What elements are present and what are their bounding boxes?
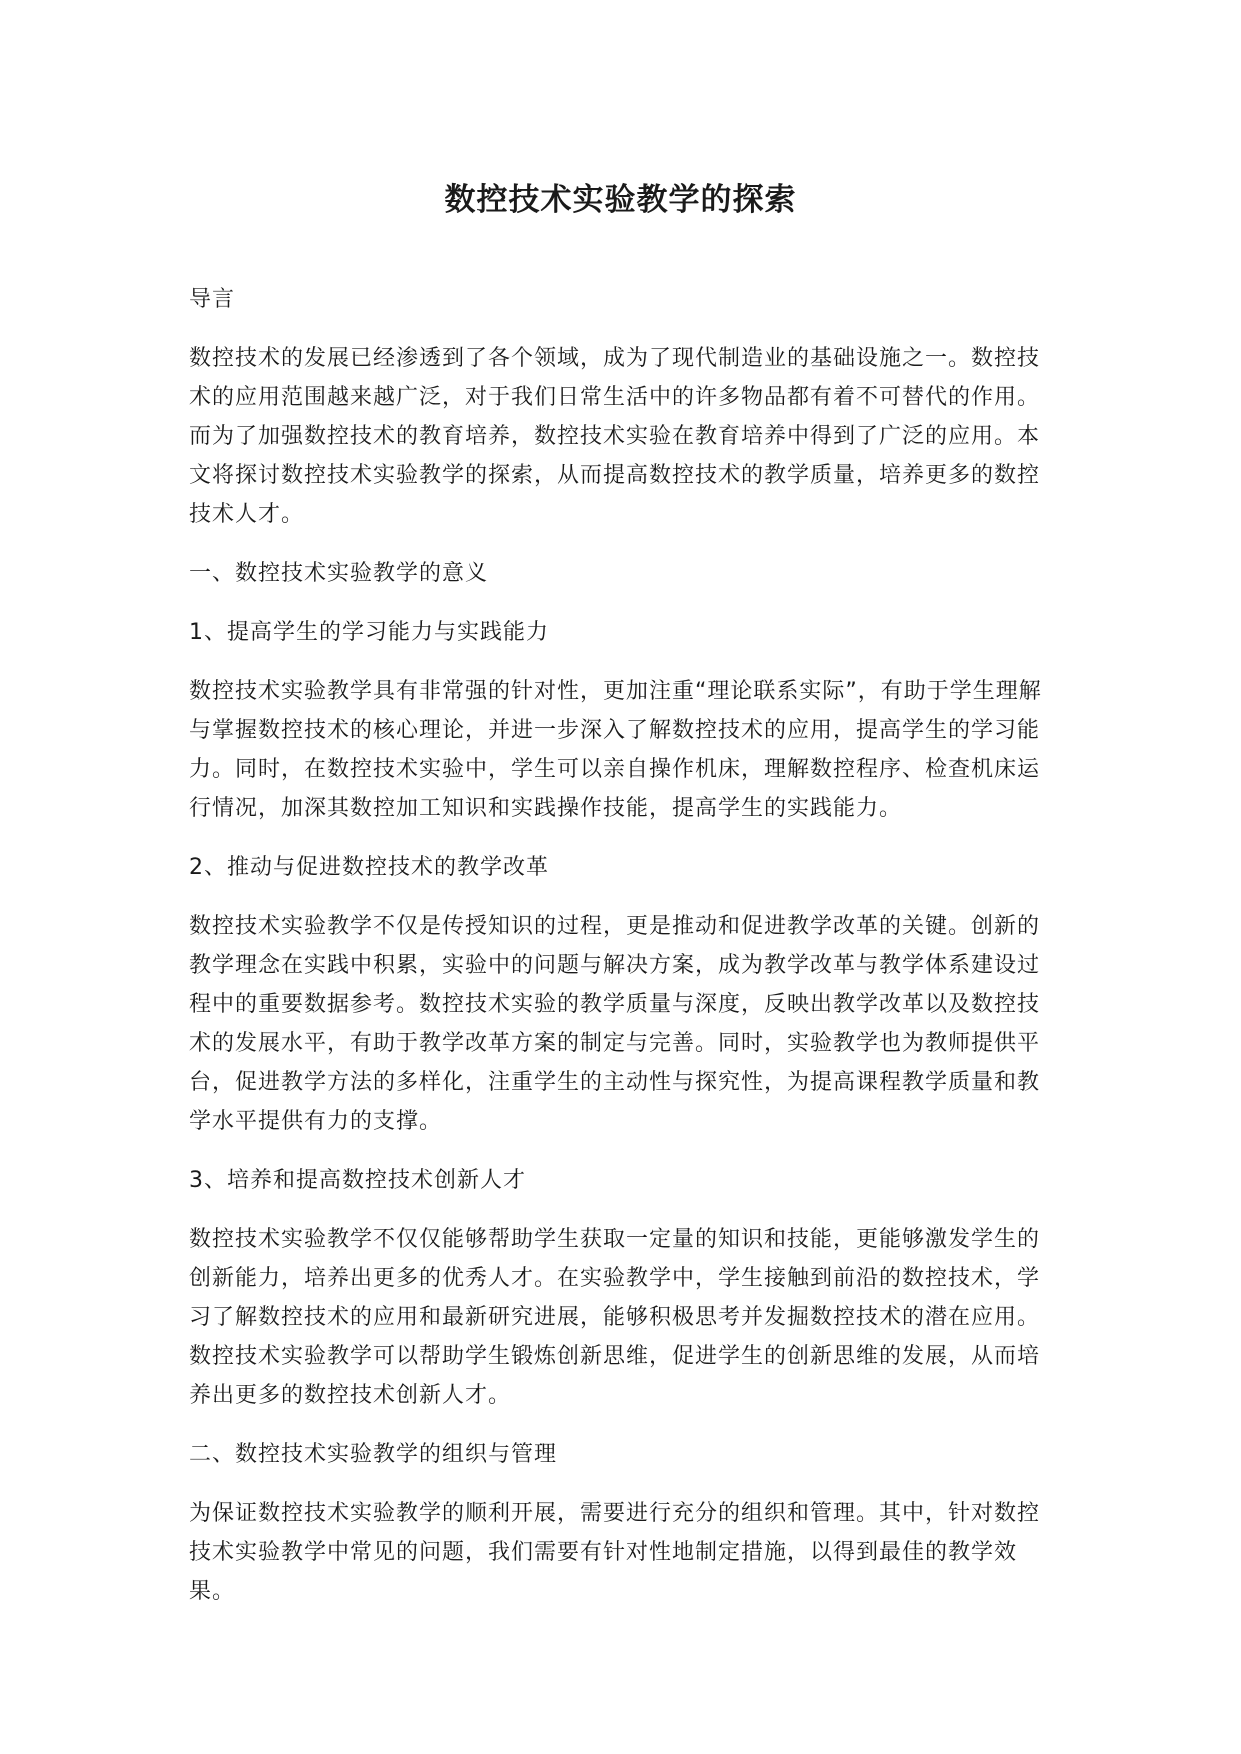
section-heading: 二、数控技术实验教学的组织与管理	[189, 1442, 558, 1467]
subsection-heading: 3、培养和提高数控技术创新人才	[189, 1168, 526, 1193]
body-paragraph: 数控技术实验教学不仅仅能够帮助学生获取一定量的知识和技能，更能够激发学生的创新能力，培养出更多的优秀人才。在实验教学中，学生接触到前沿的数控技术，学习了解数控技术的应用和最新研究进展，能够积极思考并发掘数控技术的潜在应用。数控技术实验教学可以帮助学生锻炼创新思维，促进学生的创新思维的发展，从而培养出更多的数控技术创新人才。	[189, 1227, 1041, 1408]
intro-heading: 导言	[189, 287, 236, 312]
section-heading: 一、数控技术实验教学的意义	[189, 561, 489, 586]
document-title: 数控技术实验教学的探索	[444, 182, 797, 218]
body-paragraph: 数控技术实验教学具有非常强的针对性，更加注重“理论联系实际”，有助于学生理解与掌握数控技术的核心理论，并进一步深入了解数控技术的应用，提高学生的学习能力。同时，在数控技术实验中，学生可以亲自操作机床，理解数控程序、检查机床运行情况，加深其数控加工知识和实践操作技能，提高学生的实践能力。	[189, 679, 1042, 821]
body-paragraph: 为保证数控技术实验教学的顺利开展，需要进行充分的组织和管理。其中，针对数控技术实验教学中常见的问题，我们需要有针对性地制定措施，以得到最佳的教学效果。	[189, 1501, 1041, 1604]
body-paragraph: 数控技术实验教学不仅是传授知识的过程，更是推动和促进教学改革的关键。创新的教学理念在实践中积累，实验中的问题与解决方案，成为教学改革与教学体系建设过程中的重要数据参考。数控技术实验的教学质量与深度，反映出教学改革以及数控技术的发展水平，有助于教学改革方案的制定与完善。同时，实验教学也为教师提供平台，促进教学方法的多样化，注重学生的主动性与探究性，为提高课程教学质量和教学水平提供有力的支撑。	[189, 914, 1041, 1134]
document-body	[189, 280, 1054, 1631]
subsection-heading: 1、提高学生的学习能力与实践能力	[189, 620, 549, 645]
subsection-heading: 2、推动与促进数控技术的教学改革	[189, 855, 549, 880]
body-paragraph: 数控技术的发展已经渗透到了各个领域，成为了现代制造业的基础设施之一。数控技术的应用范围越来越广泛，对于我们日常生活中的许多物品都有着不可替代的作用。而为了加强数控技术的教育培养，数控技术实验在教育培养中得到了广泛的应用。本文将探讨数控技术实验教学的探索，从而提高数控技术的教学质量，培养更多的数控技术人才。	[189, 346, 1041, 527]
